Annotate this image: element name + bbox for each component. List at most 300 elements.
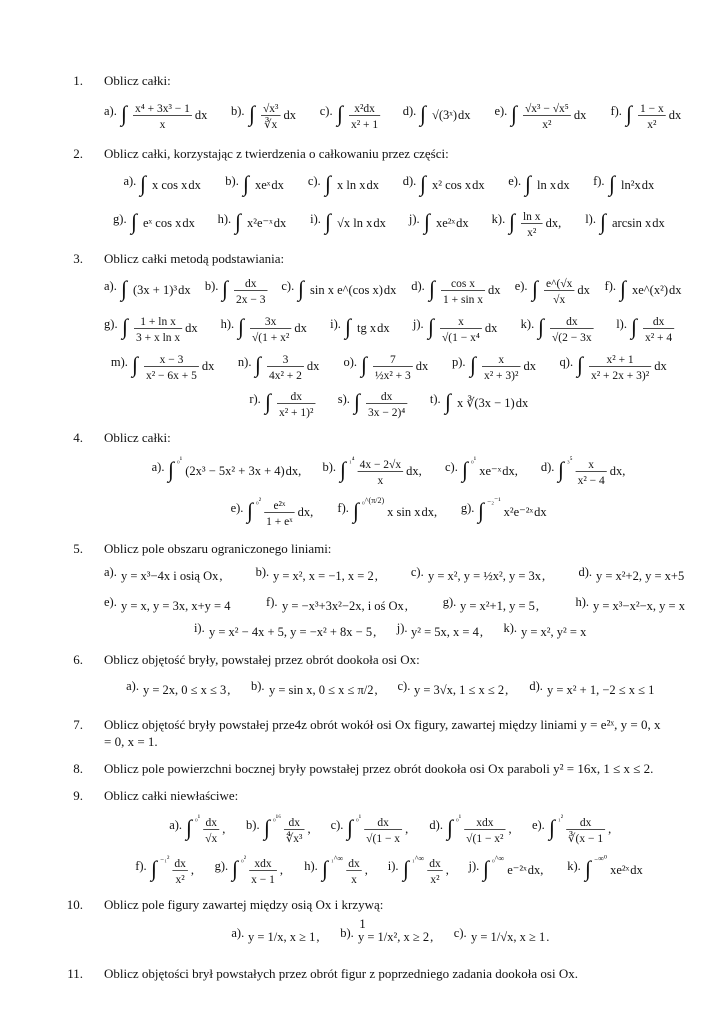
problem-4 [73, 429, 695, 528]
svg-text:,: , [316, 930, 320, 944]
integral-sign: ∫ [352, 498, 359, 523]
math-expression [168, 450, 304, 484]
exercise-item [204, 269, 273, 306]
problem-heading [66, 896, 695, 913]
exercise-item [411, 555, 548, 589]
integral-sign: ∫ [444, 389, 451, 414]
exercise-item [104, 269, 196, 303]
math-expression [625, 94, 687, 131]
svg-text:3: 3 [283, 354, 289, 366]
math-expression [469, 345, 542, 382]
problem-number: 2. [73, 146, 83, 161]
svg-text:√x: √x [552, 294, 565, 306]
exercise-item [343, 345, 434, 382]
exercise-label: d). [540, 459, 555, 474]
integral-sign: ∫ [150, 856, 157, 881]
svg-text:,: , [190, 863, 194, 877]
svg-text:7: 7 [390, 354, 396, 366]
svg-text:₀^∞: ₀^∞ [492, 854, 505, 863]
exercise-label: f). [593, 173, 605, 188]
exercise-label: b). [250, 678, 265, 693]
svg-text:.: . [545, 930, 549, 944]
exercise-item [411, 269, 506, 306]
svg-text:dx: dx [347, 858, 360, 870]
svg-text:xe²ˣ: xe²ˣ [435, 216, 455, 230]
exercise-item [218, 202, 293, 236]
problem-list [0, 60, 725, 982]
svg-text:x ln x: x ln x [336, 178, 366, 192]
svg-text:2x − 3: 2x − 3 [236, 294, 266, 306]
svg-text:dx: dx [484, 321, 498, 335]
exercise-label: a). [126, 678, 139, 693]
problem-heading [73, 250, 695, 267]
problem-heading [67, 965, 695, 982]
svg-text:dx: dx [472, 178, 485, 192]
svg-text:4x − 2√x: 4x − 2√x [359, 459, 402, 471]
integral-sign: ∫ [402, 856, 409, 881]
svg-text:ln²x: ln²x [620, 178, 641, 192]
svg-text:eˣ cos x: eˣ cos x [142, 216, 181, 230]
exercise-label: k). [503, 620, 518, 635]
exercise-item [123, 164, 207, 198]
svg-text:x² + 2x + 3)²: x² + 2x + 3)² [591, 370, 650, 382]
problem-number: 5. [73, 541, 83, 556]
exercise-label: l). [585, 211, 596, 226]
math-expression [353, 491, 443, 525]
svg-text:y = x²+2, y = x+5: y = x²+2, y = x+5 [595, 569, 685, 583]
exercise-label: b). [204, 278, 219, 293]
math-expression [593, 585, 687, 619]
svg-text:y = −x³+3x²−2x, i oś Ox: y = −x³+3x²−2x, i oś Ox [281, 599, 404, 613]
math-expression [247, 491, 319, 528]
exercise-item [104, 94, 213, 131]
svg-text:dx: dx [273, 216, 287, 230]
integral-sign: ∫ [264, 389, 271, 414]
exercise-item [110, 345, 220, 382]
svg-text:x² + 1: x² + 1 [350, 119, 378, 131]
problem-6 [73, 651, 695, 704]
exercise-item [225, 164, 290, 198]
svg-text:x²: x² [542, 119, 552, 131]
svg-text:∛x: ∛x [263, 119, 277, 131]
exercise-label: f). [135, 858, 147, 873]
svg-text:√(1 − x²: √(1 − x² [466, 833, 504, 845]
integral-sign: ∫ [461, 457, 468, 482]
math-expression [264, 382, 320, 419]
math-expression [269, 669, 380, 703]
svg-text:dx: dx [579, 817, 592, 829]
exercise-item [113, 202, 200, 236]
svg-text:dx: dx [557, 178, 570, 192]
exercise-label: c). [410, 564, 424, 579]
integral-sign: ∫ [130, 209, 137, 234]
math-expression [420, 94, 476, 128]
exercise-item [610, 94, 686, 131]
svg-text:x cos x: x cos x [152, 178, 188, 192]
svg-text:√x: √x [205, 833, 218, 845]
svg-text:∛(x − 1: ∛(x − 1 [567, 833, 603, 845]
exercise-item [445, 450, 523, 484]
problem-text: Oblicz pole powierzchni bocznej bryły powstałej przez obrót dookoła osi Ox paraboli y² = 16x, 1 ≤ x ≤ 2. [104, 761, 654, 776]
svg-text:1 + sin x: 1 + sin x [442, 294, 483, 306]
integral-sign: ∫ [446, 815, 453, 840]
svg-text:xeˣ: xeˣ [254, 178, 271, 192]
svg-text:½x² + 3: ½x² + 3 [374, 370, 411, 382]
math-expression [232, 849, 286, 886]
svg-text:√(3ˣ): √(3ˣ) [432, 108, 458, 122]
svg-text:x: x [457, 316, 464, 328]
integral-sign: ∫ [420, 171, 427, 196]
problem-heading [73, 429, 695, 446]
exercise-label: a). [104, 564, 117, 579]
svg-text:dx,: dx, [298, 505, 314, 519]
exercise-label: c). [330, 817, 344, 832]
svg-text:dx: dx [574, 108, 587, 122]
problem-5 [73, 540, 695, 639]
exercise-item [452, 345, 542, 382]
exercise-label: m). [110, 354, 128, 369]
svg-text:dx: dx [181, 216, 195, 230]
math-expression [521, 611, 589, 645]
exercise-label: d). [578, 564, 592, 579]
svg-text:,: , [280, 863, 284, 877]
svg-text:√x³ − √x⁵: √x³ − √x⁵ [525, 103, 570, 115]
math-expression [511, 94, 592, 131]
exercise-label: k). [567, 858, 581, 873]
exercise-item [540, 450, 632, 487]
math-expression [509, 202, 567, 239]
svg-text:x: x [159, 119, 166, 131]
exercise-item [397, 611, 486, 645]
exercise-item [429, 808, 514, 845]
exercise-item [169, 808, 228, 845]
problem-number: 3. [73, 251, 83, 266]
svg-text:y = x², x = −1, x = 2: y = x², x = −1, x = 2 [273, 569, 374, 583]
problem-2 [73, 145, 695, 239]
exercise-row [88, 587, 695, 617]
exercise-label: b). [322, 459, 336, 474]
math-expression [402, 849, 451, 886]
svg-text:x⁴ + 3x³ − 1: x⁴ + 3x³ − 1 [134, 103, 190, 115]
problem-3 [73, 250, 695, 419]
exercise-item [605, 269, 687, 303]
exercise-label: g). [214, 858, 229, 873]
svg-text:y = 3√x, 1 ≤ x ≤ 2: y = 3√x, 1 ≤ x ≤ 2 [414, 683, 505, 697]
exercise-item [330, 808, 412, 845]
integral-sign: ∫ [324, 171, 331, 196]
exercise-item [104, 555, 225, 589]
exercise-row [88, 200, 695, 238]
svg-text:dx: dx [184, 321, 198, 335]
svg-text:dx: dx [373, 216, 386, 230]
exercise-label: h). [304, 858, 318, 873]
svg-text:x ∛(3x − 1): x ∛(3x − 1) [456, 396, 515, 410]
math-expression [427, 307, 503, 344]
math-expression [428, 555, 548, 589]
svg-text:dx: dx [566, 316, 578, 328]
problem-number: 11. [67, 966, 83, 981]
math-expression [298, 269, 402, 303]
svg-text:₃⁵: ₃⁵ [567, 455, 573, 464]
exercise-label: c). [397, 678, 411, 693]
exercise-item [403, 94, 477, 128]
problem-text: Oblicz całki niewłaściwe: [104, 788, 239, 803]
svg-text:,: , [429, 930, 434, 944]
integral-sign: ∫ [531, 276, 538, 301]
svg-text:dx,: dx, [610, 464, 626, 478]
integral-sign: ∫ [427, 314, 434, 339]
problem-number: 9. [73, 788, 83, 803]
math-expression [538, 307, 598, 344]
svg-text:₀¹: ₀¹ [195, 813, 201, 822]
math-expression [414, 669, 511, 703]
svg-text:dx: dx [307, 359, 320, 373]
math-expression [585, 849, 648, 883]
svg-text:,: , [404, 599, 408, 613]
exercise-label: a). [123, 173, 137, 188]
svg-text:x²: x² [527, 227, 537, 239]
svg-text:dx: dx [652, 216, 665, 230]
exercise-item [310, 202, 391, 236]
svg-text:y = x³−4x i osią Ox: y = x³−4x i osią Ox [120, 569, 219, 583]
math-expression [150, 849, 197, 886]
svg-text:dx,: dx, [421, 505, 437, 519]
exercise-item [508, 164, 575, 198]
svg-text:dx: dx [415, 359, 429, 373]
svg-text:3x − 2)⁴: 3x − 2)⁴ [367, 407, 406, 419]
svg-text:1 + eˣ: 1 + eˣ [266, 516, 294, 528]
svg-text:x: x [350, 874, 357, 886]
exercise-row [88, 267, 695, 305]
exercise-row [88, 557, 695, 587]
integral-sign: ∫ [340, 457, 347, 482]
exercise-label: d). [529, 678, 543, 693]
integral-sign: ∫ [120, 101, 127, 126]
svg-text:,: , [374, 683, 378, 697]
svg-text:e⁻²ˣ: e⁻²ˣ [507, 863, 528, 877]
problem-8 [73, 760, 695, 777]
math-expression [121, 555, 225, 589]
exercise-label: e). [531, 817, 545, 832]
svg-text:y = sin x, 0 ≤ x ≤ π/2: y = sin x, 0 ≤ x ≤ π/2 [268, 683, 374, 697]
svg-text:xe⁻ˣ: xe⁻ˣ [479, 464, 502, 478]
exercise-label: d). [402, 173, 417, 188]
integral-sign: ∫ [120, 276, 127, 301]
exercise-item [214, 849, 287, 886]
problem-number: 10. [66, 897, 83, 912]
integral-sign: ∫ [423, 209, 430, 234]
problem-number: 7. [73, 717, 83, 732]
exercise-label: h). [217, 211, 232, 226]
exercise-row [88, 804, 695, 846]
integral-sign: ∫ [558, 457, 565, 482]
svg-text:dx,: dx, [528, 863, 544, 877]
exercise-label: e). [104, 594, 117, 609]
svg-text:₋∞⁰: ₋∞⁰ [593, 854, 607, 863]
exercise-label: g). [442, 594, 457, 609]
exercise-row [88, 846, 695, 886]
svg-text:₀¹: ₀¹ [470, 455, 477, 464]
svg-text:x² + 3)²: x² + 3)² [483, 370, 519, 382]
problem-7 [73, 716, 695, 750]
exercise-label: p). [452, 354, 466, 369]
exercise-label: i). [310, 211, 321, 226]
math-expression [186, 808, 228, 845]
exercise-item [575, 585, 687, 619]
svg-text:x: x [497, 354, 504, 366]
exercise-label: g). [104, 316, 118, 331]
exercise-item [529, 669, 657, 703]
exercise-item [104, 307, 203, 344]
integral-sign: ∫ [321, 856, 328, 881]
problem-heading [73, 651, 695, 668]
svg-text:dx: dx [515, 396, 528, 410]
integral-sign: ∫ [324, 209, 331, 234]
math-expression [525, 164, 575, 198]
exercise-label: j). [468, 858, 480, 873]
svg-text:dx: dx [271, 178, 284, 192]
math-expression [263, 808, 313, 845]
exercise-item [337, 382, 412, 419]
math-expression [321, 849, 370, 886]
svg-text:₁²: ₁² [557, 813, 563, 822]
exercise-item [559, 345, 673, 382]
exercise-item [308, 164, 385, 198]
exercise-label: b). [231, 103, 245, 118]
svg-text:x²: x² [429, 874, 440, 886]
exercise-label: r). [249, 391, 261, 406]
math-expression [238, 307, 312, 344]
exercise-item [461, 491, 553, 525]
exercise-label: c). [453, 925, 467, 940]
math-expression [446, 808, 514, 845]
exercise-label: f). [610, 103, 622, 118]
math-expression [600, 202, 670, 236]
svg-text:x²e⁻²ˣ: x²e⁻²ˣ [504, 505, 534, 519]
integral-sign: ∫ [336, 101, 343, 126]
svg-text:xdx: xdx [476, 817, 494, 829]
problem-text: Oblicz całki metodą podstawiania: [104, 251, 285, 266]
math-expression [630, 307, 679, 344]
exercise-item [126, 669, 233, 703]
svg-text:x² + 4: x² + 4 [644, 332, 673, 344]
math-expression [531, 269, 596, 306]
integral-sign: ∫ [242, 171, 249, 196]
exercise-item [593, 164, 659, 198]
exercise-row [88, 381, 695, 417]
svg-text:x²: x² [175, 874, 185, 886]
exercise-label: f). [604, 278, 616, 293]
svg-text:dx: dx [534, 505, 548, 519]
exercise-item [585, 202, 670, 236]
exercise-label: b). [255, 564, 270, 579]
math-expression [478, 491, 552, 525]
exercise-row [88, 668, 695, 704]
integral-sign: ∫ [255, 352, 262, 377]
exercise-label: k). [491, 211, 506, 226]
svg-text:x²: x² [647, 119, 657, 131]
exercise-label: j). [412, 316, 424, 331]
problem-text: Oblicz objętości brył powstałych przez obrót figur z poprzedniego zadania dookoła osi Ox. [104, 966, 578, 981]
math-expression [483, 849, 549, 883]
svg-text:√x ln x: √x ln x [336, 216, 373, 230]
svg-text:dx: dx [523, 359, 536, 373]
problem-1 [73, 72, 695, 133]
svg-text:dx: dx [384, 283, 397, 297]
math-expression [548, 808, 614, 845]
math-expression [547, 669, 657, 703]
math-expression [462, 450, 523, 484]
svg-text:dx,: dx, [406, 464, 422, 478]
svg-text:x² − 4: x² − 4 [577, 475, 606, 487]
integral-sign: ∫ [121, 314, 128, 339]
svg-text:,: , [536, 599, 540, 613]
math-expression [143, 669, 233, 703]
exercise-item [231, 94, 302, 131]
svg-text:₀¹: ₀¹ [177, 455, 183, 464]
exercise-label: d). [429, 817, 443, 832]
svg-text:,: , [364, 863, 368, 877]
math-expression [325, 164, 385, 198]
problem-text: Oblicz objętość bryły, powstałej przez obrót dookoła osi Ox: [104, 652, 420, 667]
svg-text:y = x, y = 3x, x+y = 4: y = x, y = 3x, x+y = 4 [120, 599, 231, 613]
svg-text:3 + x ln x: 3 + x ln x [135, 332, 180, 344]
exercise-item [246, 808, 313, 845]
exercise-label: e). [230, 500, 244, 515]
svg-text:x: x [377, 475, 384, 487]
svg-text:,: , [541, 569, 545, 583]
exercise-item [281, 269, 402, 303]
integral-sign: ∫ [263, 815, 270, 840]
integral-sign: ∫ [599, 209, 606, 234]
svg-text:xdx: xdx [254, 858, 272, 870]
exercise-label: k). [520, 316, 535, 331]
svg-text:arcsin x: arcsin x [611, 216, 652, 230]
exercise-row [88, 446, 695, 488]
math-expression [121, 307, 203, 344]
integral-sign: ∫ [625, 101, 632, 126]
exercise-label: i). [330, 316, 341, 331]
svg-text:∜x³: ∜x³ [285, 833, 303, 845]
svg-text:sin x e^(cos x): sin x e^(cos x) [310, 283, 384, 297]
exercise-label: a). [169, 817, 183, 832]
exercise-label: b). [246, 817, 260, 832]
integral-sign: ∫ [511, 101, 518, 126]
problem-text: Oblicz pole figury zawartej między osią Ox i krzywą: [104, 897, 384, 912]
integral-sign: ∫ [630, 314, 637, 339]
svg-text:ln x: ln x [523, 211, 541, 223]
exercise-item [337, 491, 442, 525]
svg-text:x² − 6x + 5: x² − 6x + 5 [145, 370, 197, 382]
svg-text:dx,: dx, [502, 464, 518, 478]
svg-text:y = 2x, 0 ≤ x ≤ 3: y = 2x, 0 ≤ x ≤ 3 [142, 683, 227, 697]
svg-text:dx: dx [668, 108, 682, 122]
exercise-label: s). [337, 391, 350, 406]
exercise-item [514, 269, 596, 306]
exercise-item [494, 94, 592, 131]
exercise-label: f). [337, 500, 349, 515]
math-expression [235, 202, 292, 236]
exercise-label: g). [460, 500, 475, 515]
exercise-label: n). [237, 354, 252, 369]
svg-text:dx: dx [458, 108, 471, 122]
math-expression [140, 164, 207, 198]
exercise-item [249, 382, 319, 419]
svg-text:√(1 − x⁴: √(1 − x⁴ [441, 332, 480, 344]
exercise-item [430, 382, 534, 416]
exercise-item [135, 849, 196, 886]
svg-text:₀²: ₀² [241, 854, 247, 863]
